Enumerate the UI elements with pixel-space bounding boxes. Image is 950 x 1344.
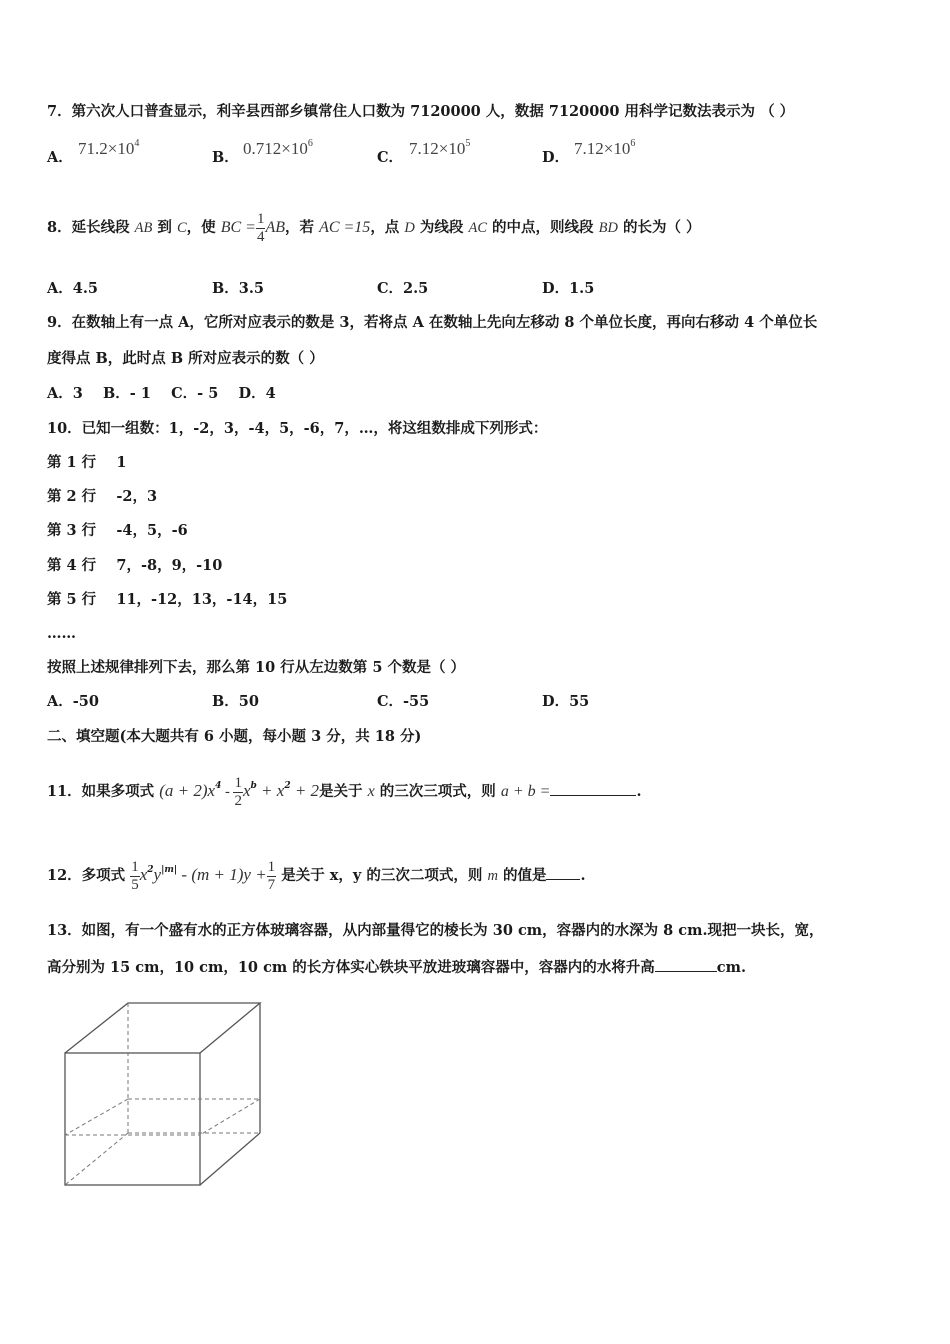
q9-stem-line2: 度得点 B，此时点 B 所对应表示的数（ ） bbox=[47, 350, 324, 367]
q12-answer-blank[interactable] bbox=[546, 865, 580, 880]
q10-option-c: C．-55 bbox=[377, 693, 430, 710]
q10-option-d: D．55 bbox=[542, 693, 590, 710]
cube-bottom-right-edge bbox=[200, 1133, 260, 1185]
q7-option-a-label: A． bbox=[47, 149, 73, 166]
q8-option-d: D．1.5 bbox=[542, 280, 595, 297]
q10-row-4: 第 4 行 7，-8，9，-10 bbox=[47, 557, 223, 574]
q9-stem-line1: 9．在数轴上有一点 A，它所对应表示的数是 3，若将点 A 在数轴上先向左移动 8 个单位长度，再向右移动 4 个单位长 bbox=[47, 314, 818, 331]
q13-answer-blank[interactable] bbox=[655, 957, 717, 972]
q13-stem-line2: 高分别为 15 cm，10 cm，10 cm 的长方体实心铁块平放进玻璃容器中，容器内的水将升高 cm. bbox=[47, 959, 747, 976]
q10-row-1: 第 1 行 1 bbox=[47, 454, 127, 471]
q7-option-d-value: $7.12\times 10^6$ bbox=[574, 138, 636, 158]
q10-option-a: A．-50 bbox=[47, 693, 99, 710]
q11-answer-blank[interactable] bbox=[550, 781, 636, 796]
water-level-left bbox=[65, 1099, 128, 1135]
q12-fraction-1: $\frac{1}{5}$ bbox=[131, 858, 139, 893]
q8-option-b: B．3.5 bbox=[212, 280, 264, 297]
q8-option-c: C．2.5 bbox=[377, 280, 429, 297]
q12-fraction-2: $\frac{1}{7}$ bbox=[267, 858, 276, 893]
cube-top-edges bbox=[65, 1003, 260, 1053]
q7-option-b-value: $0.712\times 10^6$ bbox=[243, 138, 313, 158]
q10-intro: 10．已知一组数：1，-2，3，-4，5，-6，7，…，将这组数排成下列形式： bbox=[47, 420, 548, 437]
q12-stem: 12．多项式 $\frac{1}{5}$ $x^2y^{|m|} - (m + 1)y$ + $\frac{1}{7}$ 是关于 x，y 的三次二项式，则 m 的值是 . bbox=[47, 858, 586, 893]
q8-option-a: A．4.5 bbox=[47, 280, 98, 297]
q10-question: 按照上述规律排列下去，那么第 10 行从左边数第 5 个数是（ ） bbox=[47, 659, 466, 676]
q9-options: A．3 B．- 1 C．- 5 D．4 bbox=[47, 385, 276, 402]
q10-option-b: B．50 bbox=[212, 693, 259, 710]
cube-figure bbox=[60, 995, 270, 1190]
q11-fraction: $\frac{1}{2}$ bbox=[234, 774, 242, 809]
q10-row-5: 第 5 行 11，-12，13，-14，15 bbox=[47, 591, 288, 608]
q7-option-a-value: $71.2\times 10^4$ bbox=[78, 138, 140, 158]
q10-row-3: 第 3 行 -4，5，-6 bbox=[47, 522, 188, 539]
cube-hidden-bottom-left bbox=[65, 1133, 128, 1185]
water-level-right bbox=[200, 1099, 260, 1135]
q10-row-2: 第 2 行 -2，3 bbox=[47, 488, 158, 505]
q7-option-d-label: D． bbox=[542, 149, 570, 166]
q7-option-b-label: B． bbox=[212, 149, 239, 166]
q11-stem: 11．如果多项式 $(a + 2)x^4$ - $\frac{1}{2}$ $x^b + x^2 + 2$是关于 x 的三次三项式，则 a + b = . bbox=[47, 774, 642, 809]
q10-ellipsis: …… bbox=[47, 625, 76, 642]
cube-front-face bbox=[65, 1053, 200, 1185]
q8-stem: 8．延长线段 AB 到 C，使 BC = $\frac{1}{4}$ AB，若 AC =15，点 D 为线段 AC 的中点，则线段 BD 的长为（ ） bbox=[47, 210, 701, 245]
q7-option-c-label: C． bbox=[377, 149, 404, 166]
q8-fraction: $\frac{1}{4}$ bbox=[256, 210, 265, 245]
q7-stem: 7．第六次人口普查显示，利辛县西部乡镇常住人口数为 7120000 人，数据 7120000 用科学记数法表示为 （ ） bbox=[47, 103, 795, 120]
section-2-heading: 二、填空题(本大题共有 6 小题，每小题 3 分，共 18 分) bbox=[47, 728, 422, 745]
q13-stem-line1: 13．如图，有一个盛有水的正方体玻璃容器，从内部量得它的棱长为 30 cm，容器内的水深为 8 cm.现把一块长，宽， bbox=[47, 922, 824, 939]
q7-option-c-value: $7.12\times 10^5$ bbox=[409, 138, 471, 158]
